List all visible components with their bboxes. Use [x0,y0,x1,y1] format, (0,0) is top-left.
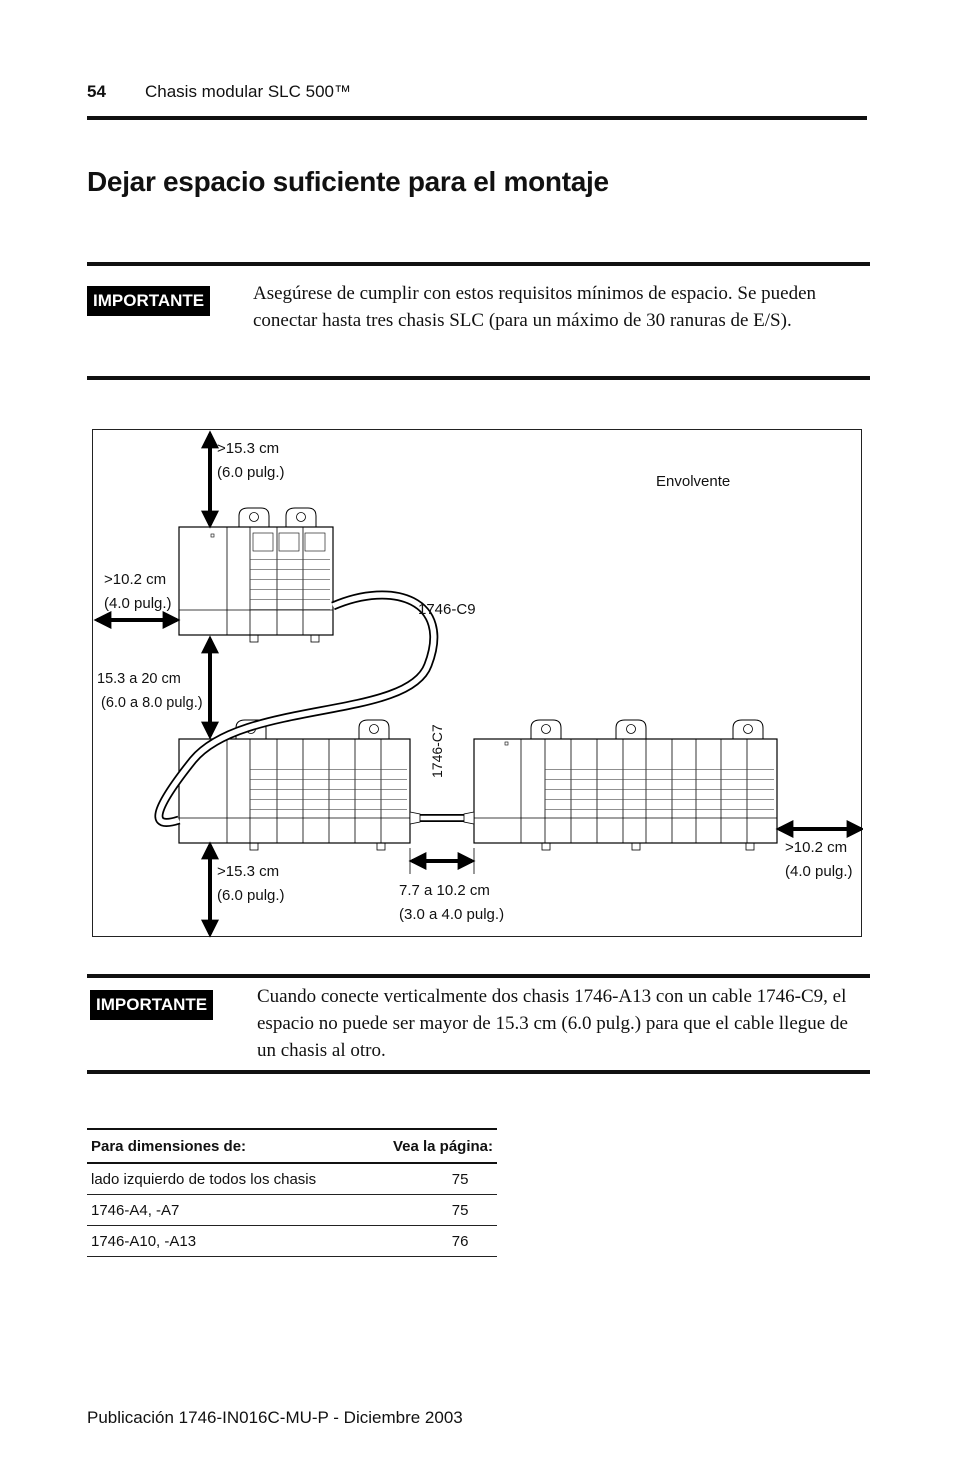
right-clearance-label: >10.2 cm (4.0 pulg.) [785,839,853,880]
vertical-gap-label: 15.3 a 20 cm (6.0 a 8.0 pulg.) [97,671,203,711]
table-row [87,1195,497,1226]
enclosure-label: Envolvente [656,473,731,490]
table-cell-dimension: 1746-A4, -A7 [87,1195,367,1226]
page-number: 54 [87,82,106,101]
cable-c7-label: 1746-C7 [429,724,445,778]
important-note-text: Cuando conecte verticalmente dos chasis 1746-A13 con un cable 1746-C9, el espacio no puede ser mayor de 15.3 cm (6.0 pulg.) para que el cable llegue de un chasis al otro. [257,986,848,1061]
publication-footer: Publicación 1746-IN016C-MU-P - Diciembre 2003 [87,1408,463,1427]
important-note-2 [87,974,870,1074]
horizontal-gap-label: 7.7 a 10.2 cm (3.0 a 4.0 pulg.) [399,882,505,923]
important-note-1 [87,262,870,380]
table-cell-dimension: lado izquierdo de todos los chasis [87,1163,367,1195]
top-clearance-label: >15.3 cm (6.0 pulg.) [217,440,285,481]
dimensions-reference-table [87,1128,497,1257]
cable-1746-c7 [410,812,474,824]
important-badge: IMPORTANTE [90,990,213,1020]
chassis-bottom-right [474,720,777,850]
left-clearance-label: >10.2 cm (4.0 pulg.) [104,571,172,612]
table-header-row [87,1129,497,1163]
table-cell-page: 75 [367,1163,497,1195]
section-title: Dejar espacio suficiente para el montaje [87,166,609,197]
important-note-text: Asegúrese de cumplir con estos requisitos mínimos de espacio. Se pueden conectar hasta tres chasis SLC (para un máximo de 30 ranuras de E/S). [253,283,817,331]
cable-c9-label: 1746-C9 [418,601,476,618]
table-row [87,1163,497,1195]
table-header-dimensions: Para dimensiones de: [87,1129,367,1163]
important-badge: IMPORTANTE [87,286,210,316]
running-title: Chasis modular SLC 500™ [145,82,351,101]
header-rule [87,116,867,120]
table-cell-dimension: 1746-A10, -A13 [87,1226,367,1257]
clearance-diagram [92,429,862,937]
table-row [87,1226,497,1257]
table-cell-page: 75 [367,1195,497,1226]
bottom-clearance-label: >15.3 cm (6.0 pulg.) [217,863,285,904]
clearance-drawing [93,430,863,938]
page-header [87,82,867,104]
chassis-top [179,508,333,642]
table-header-page: Vea la página: [367,1129,497,1163]
table-cell-page: 76 [367,1226,497,1257]
